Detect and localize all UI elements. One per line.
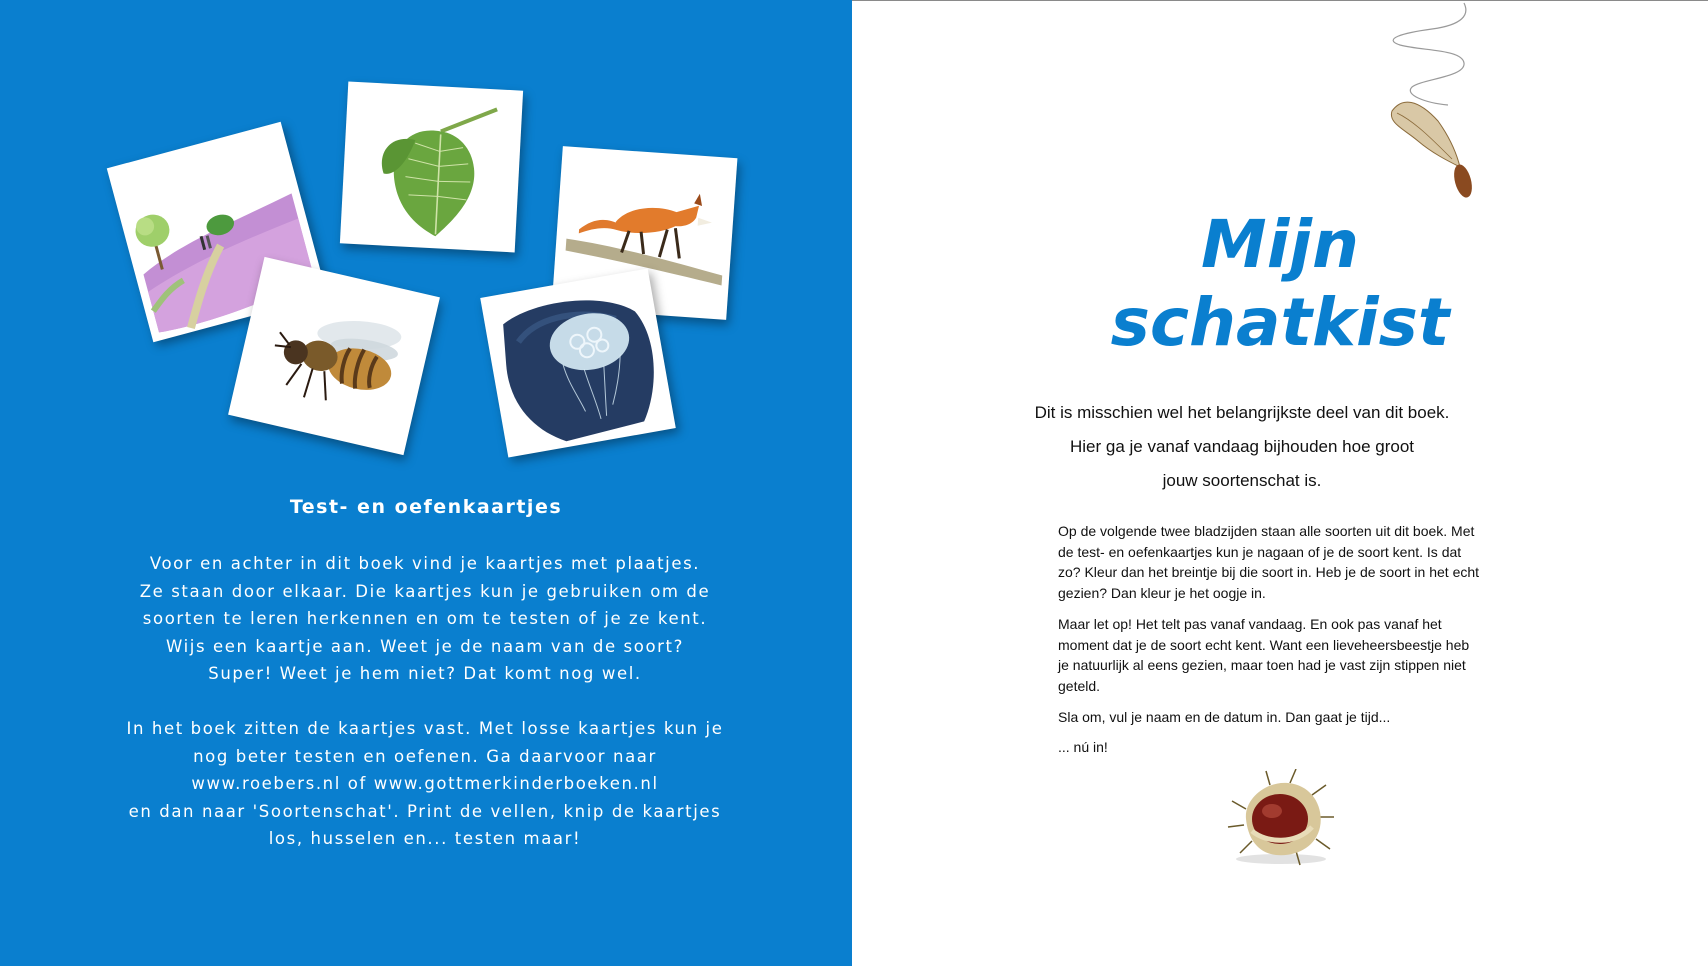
text-line: Super! Weet je hem niet? Dat komt nog wel.: [208, 664, 642, 683]
maple-seed-icon: [1352, 1, 1512, 206]
text-line: gezien? Dan kleur je het oogje in.: [1058, 585, 1266, 602]
right-page: [852, 0, 1708, 966]
text-line: Wijs een kaartje aan. Weet je de naam van de soort?: [166, 636, 684, 656]
bee-card: [228, 257, 440, 455]
intro-line: Hier ga je vanaf vandaag bijhouden hoe groot: [1069, 437, 1415, 456]
chestnut-icon: [1226, 769, 1336, 869]
page-title: Test- en oefenkaartjes: [289, 496, 563, 518]
left-page: [0, 0, 852, 966]
body-paragraph: [1058, 737, 1494, 758]
text-line: ... nú in!: [1058, 739, 1108, 756]
intro-line: jouw soortenschat is.: [1162, 471, 1322, 490]
text-line: de test- en oefenkaartjes kun je nagaan of je de soort kent. Is dat: [1058, 543, 1462, 560]
body-paragraph: [1058, 521, 1494, 604]
text-line: moment dat je de soort echt kent. Want een lieveheersbeestje heb: [1058, 636, 1470, 653]
chapter-title-line: Mijn: [1201, 206, 1359, 283]
text-line: nog beter testen en oefenen. Ga daarvoor naar: [193, 746, 657, 766]
bee-illustration: [228, 257, 440, 455]
text-line: Sla om, vul je naam en de datum in. Dan gaat je tijd...: [1058, 708, 1391, 725]
text-line: zo? Kleur dan het breintje bij die soort in. Heb je de soort in het echt: [1058, 564, 1480, 581]
text-line: Voor en achter in dit boek vind je kaartjes met plaatjes.: [149, 554, 701, 573]
text-line: Op de volgende twee bladzijden staan alle soorten uit dit boek. Met: [1058, 523, 1475, 539]
body-paragraph: [1058, 614, 1494, 697]
body-text: [1058, 521, 1494, 768]
text-line: Maar let op! Het telt pas vanaf vandaag. En ook pas vanaf het: [1058, 615, 1442, 632]
text-line: los, husselen en... testen maar!: [268, 829, 582, 848]
paragraph-cards-intro: [110, 550, 740, 688]
text-line: geteld.: [1058, 677, 1101, 694]
paragraph-loose-cards: [110, 715, 740, 853]
text-line: In het boek zitten de kaartjes vast. Met losse kaartjes kun je: [126, 719, 724, 738]
leaf-card: [340, 82, 523, 253]
jellyfish-card: [480, 268, 676, 457]
leaf-illustration: [340, 82, 523, 253]
text-line: Ze staan door elkaar. Die kaartjes kun je gebruiken om de: [139, 581, 711, 601]
chapter-title-line: schatkist: [1110, 284, 1450, 361]
body-paragraph: [1058, 707, 1494, 728]
intro-line: Dit is misschien wel het belangrijkste deel van dit boek.: [1034, 403, 1450, 422]
website-links[interactable]: www.roebers.nl of www.gottmerkinderboeken.nl: [191, 774, 659, 793]
intro-text: [1022, 396, 1462, 498]
text-line: en dan naar 'Soortenschat'. Print de vellen, knip de kaartjes: [128, 801, 722, 821]
text-line: je natuurlijk al eens gezien, maar toen had je vast zijn stippen niet: [1058, 657, 1466, 674]
jellyfish-illustration: [480, 268, 676, 457]
text-line: soorten te leren herkennen en om te testen of je ze kent.: [142, 609, 708, 628]
